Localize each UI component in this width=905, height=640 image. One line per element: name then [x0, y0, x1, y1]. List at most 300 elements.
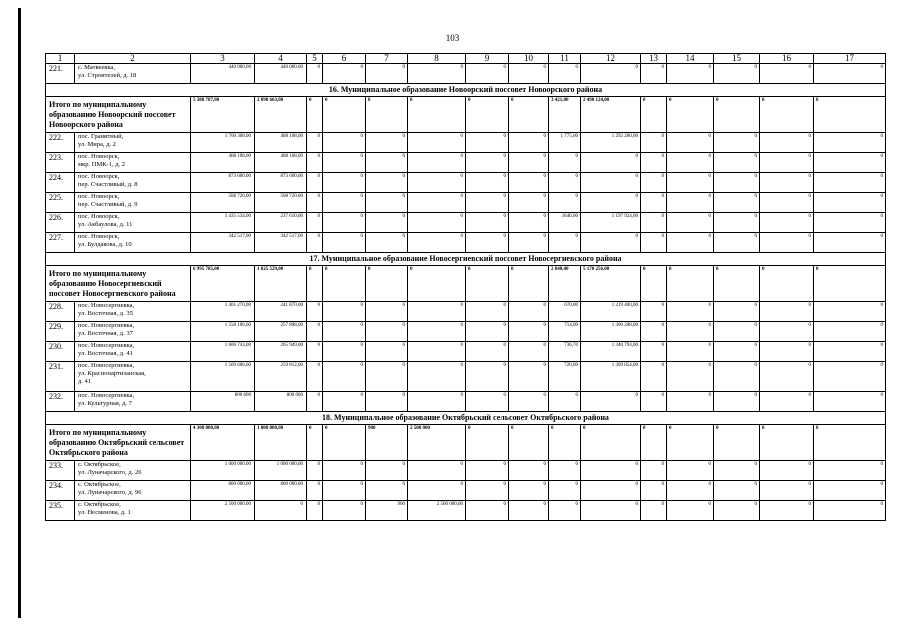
value-cell-col-10: 0 [509, 461, 549, 481]
address-line: пос. Новоорск, [78, 173, 120, 180]
value-cell-col-17: 0 [814, 233, 886, 253]
value-cell-col-17: 0 [814, 461, 886, 481]
value-cell-col-17: 0 [814, 193, 886, 213]
value-cell-col-7: 0 [366, 97, 408, 133]
address-cell [75, 461, 191, 481]
value-cell-col-11: 0 [549, 481, 581, 501]
value-cell-col-17: 0 [814, 173, 886, 193]
value-cell-col-14: 0 [667, 362, 714, 392]
value-cell-col-14: 0 [667, 193, 714, 213]
value-cell-col-16: 0 [760, 266, 814, 302]
value-cell-col-7: 0 [366, 481, 408, 501]
value-cell-col-9: 0 [466, 322, 509, 342]
column-header-2: 2 [75, 54, 191, 64]
value-cell-col-11: 1 775,00 [549, 133, 581, 153]
value-cell-col-14: 0 [667, 233, 714, 253]
address-line: пос. Новосергиевка, [78, 362, 135, 369]
subtotal-label: Итого по муниципальному образованию Октябрьский сельсовет Октябрьского района [46, 425, 191, 461]
value-cell-col-6: 0 [323, 193, 366, 213]
value-cell-col-13: 0 [641, 461, 667, 481]
value-cell-col-6: 0 [323, 342, 366, 362]
register-table [45, 53, 886, 521]
value-cell-col-12: 1 197 924,00 [581, 213, 641, 233]
value-cell-col-6: 0 [323, 266, 366, 302]
row-number: 229. [46, 322, 75, 342]
value-cell-col-8: 0 [408, 481, 466, 501]
value-cell-col-5: 0 [307, 322, 323, 342]
value-cell-col-4: 800 000,00 [255, 481, 307, 501]
value-cell-col-17: 0 [814, 64, 886, 84]
value-cell-col-15: 0 [714, 193, 760, 213]
value-cell-col-4: 468 108,00 [255, 133, 307, 153]
value-cell-col-17: 0 [814, 133, 886, 153]
value-cell-col-4: 468 108,00 [255, 153, 307, 173]
value-cell-col-7: 0 [366, 173, 408, 193]
column-header-17: 17 [814, 54, 886, 64]
value-cell-col-5: 0 [307, 97, 323, 133]
value-cell-col-14: 0 [667, 481, 714, 501]
table-row [46, 461, 886, 481]
value-cell-col-11: 1646,00 [549, 213, 581, 233]
value-cell-col-10: 0 [509, 173, 549, 193]
subtotal-row [46, 266, 886, 302]
value-cell-col-12: 0 [581, 64, 641, 84]
address-cell [75, 213, 191, 233]
table-row [46, 133, 886, 153]
value-cell-col-9: 0 [466, 153, 509, 173]
value-cell-col-8: 2 500 000,00 [408, 501, 466, 521]
value-cell-col-10: 0 [509, 362, 549, 392]
address-cell [75, 342, 191, 362]
section-title: 17. Муниципальное образование Новосергиевский поссовет Новосергиевского района [46, 253, 886, 266]
value-cell-col-11: 736,70 [549, 342, 581, 362]
subtotal-label: Итого по муниципальному образованию Новоорский поссовет Новоорского района [46, 97, 191, 133]
value-cell-col-8: 0 [408, 302, 466, 322]
value-cell-col-7: 0 [366, 322, 408, 342]
value-cell-col-3: 1 558 106,00 [191, 322, 255, 342]
value-cell-col-4: 257 898,00 [255, 322, 307, 342]
value-cell-col-4: 2 898 663,00 [255, 97, 307, 133]
value-cell-col-6: 0 [323, 97, 366, 133]
value-cell-col-9: 0 [466, 342, 509, 362]
value-cell-col-13: 0 [641, 213, 667, 233]
column-header-11: 11 [549, 54, 581, 64]
value-cell-col-9: 0 [466, 64, 509, 84]
value-cell-col-15: 0 [714, 461, 760, 481]
address-line: ул. Восточная, д. 41 [78, 350, 133, 357]
value-cell-col-4: 440 000,00 [255, 64, 307, 84]
value-cell-col-16: 0 [760, 153, 814, 173]
value-cell-col-5: 0 [307, 153, 323, 173]
value-cell-col-9: 0 [466, 501, 509, 521]
row-number: 225. [46, 193, 75, 213]
value-cell-col-6: 0 [323, 392, 366, 412]
value-cell-col-13: 0 [641, 133, 667, 153]
row-number: 228. [46, 302, 75, 322]
value-cell-col-16: 0 [760, 302, 814, 322]
address-cell [75, 233, 191, 253]
value-cell-col-5: 0 [307, 481, 323, 501]
value-cell-col-12: 1 309 854,00 [581, 362, 641, 392]
value-cell-col-12: 1 219 400,00 [581, 302, 641, 322]
row-number: 230. [46, 342, 75, 362]
section-heading-row [46, 84, 886, 97]
value-cell-col-3: 1 760 308,00 [191, 133, 255, 153]
value-cell-col-10: 0 [509, 97, 549, 133]
value-cell-col-5: 0 [307, 342, 323, 362]
address-line: пос. Новосергиевка, [78, 392, 135, 399]
value-cell-col-16: 0 [760, 193, 814, 213]
page-number: 103 [445, 33, 460, 43]
value-cell-col-14: 0 [667, 97, 714, 133]
address-cell [75, 392, 191, 412]
value-cell-col-5: 0 [307, 133, 323, 153]
table-row [46, 362, 886, 392]
value-cell-col-12: 0 [581, 501, 641, 521]
column-header-5: 5 [307, 54, 323, 64]
value-cell-col-11: 0 [549, 501, 581, 521]
page-edge-bar [18, 8, 21, 618]
value-cell-col-8: 0 [408, 461, 466, 481]
value-cell-col-17: 0 [814, 97, 886, 133]
address-line: с. Октябрьское, [78, 481, 121, 488]
value-cell-col-3: 5 388 787,00 [191, 97, 255, 133]
value-cell-col-5: 0 [307, 213, 323, 233]
value-cell-col-6: 0 [323, 302, 366, 322]
address-line: ул. Мира, д. 2 [78, 141, 116, 148]
value-cell-col-5: 0 [307, 233, 323, 253]
value-cell-col-11: 670,00 [549, 302, 581, 322]
value-cell-col-3: 4 300 000,00 [191, 425, 255, 461]
value-cell-col-17: 0 [814, 342, 886, 362]
value-cell-col-13: 0 [641, 64, 667, 84]
value-cell-col-12: 0 [581, 481, 641, 501]
value-cell-col-13: 0 [641, 322, 667, 342]
value-cell-col-12: 0 [581, 193, 641, 213]
value-cell-col-6: 0 [323, 481, 366, 501]
value-cell-col-16: 0 [760, 362, 814, 392]
address-line: пос. Новосергиевка, [78, 342, 135, 349]
value-cell-col-10: 0 [509, 153, 549, 173]
value-cell-col-13: 0 [641, 392, 667, 412]
row-number: 226. [46, 213, 75, 233]
value-cell-col-16: 0 [760, 342, 814, 362]
value-cell-col-16: 0 [760, 233, 814, 253]
address-line: с. Октябрьское, [78, 461, 121, 468]
table-row [46, 302, 886, 322]
address-cell [75, 133, 191, 153]
value-cell-col-9: 0 [466, 173, 509, 193]
address-line: ул. Культурная, д. 7 [78, 400, 132, 407]
value-cell-col-17: 0 [814, 481, 886, 501]
column-header-12: 12 [581, 54, 641, 64]
value-cell-col-15: 0 [714, 342, 760, 362]
value-cell-col-8: 0 [408, 133, 466, 153]
value-cell-col-9: 0 [466, 425, 509, 461]
value-cell-col-15: 0 [714, 425, 760, 461]
value-cell-col-10: 0 [509, 501, 549, 521]
column-header-14: 14 [667, 54, 714, 64]
row-number: 234. [46, 481, 75, 501]
value-cell-col-12: 2 490 124,00 [581, 97, 641, 133]
value-cell-col-7: 0 [366, 233, 408, 253]
row-number: 224. [46, 173, 75, 193]
value-cell-col-17: 0 [814, 302, 886, 322]
value-cell-col-3: 1 461 270,00 [191, 302, 255, 322]
value-cell-col-10: 0 [509, 266, 549, 302]
value-cell-col-13: 0 [641, 97, 667, 133]
value-cell-col-8: 0 [408, 342, 466, 362]
value-cell-col-4: 237 610,00 [255, 213, 307, 233]
value-cell-col-5: 0 [307, 266, 323, 302]
value-cell-col-17: 0 [814, 322, 886, 342]
value-cell-col-11: 714,00 [549, 322, 581, 342]
value-cell-col-16: 0 [760, 461, 814, 481]
address-line: пер. Счастливый, д. 9 [78, 201, 138, 208]
value-cell-col-14: 0 [667, 213, 714, 233]
value-cell-col-13: 0 [641, 153, 667, 173]
section-title: 16. Муниципальное образование Новоорский поссовет Новоорского района [46, 84, 886, 97]
value-cell-col-5: 0 [307, 392, 323, 412]
value-cell-col-16: 0 [760, 97, 814, 133]
value-cell-col-9: 0 [466, 233, 509, 253]
value-cell-col-11: 0 [549, 461, 581, 481]
value-cell-col-16: 0 [760, 64, 814, 84]
value-cell-col-5: 0 [307, 302, 323, 322]
value-cell-col-10: 0 [509, 392, 549, 412]
column-header-9: 9 [466, 54, 509, 64]
value-cell-col-17: 0 [814, 362, 886, 392]
value-cell-col-3: 1 569 666,00 [191, 362, 255, 392]
value-cell-col-8: 0 [408, 153, 466, 173]
value-cell-col-3: 800 000,00 [191, 481, 255, 501]
value-cell-col-10: 0 [509, 193, 549, 213]
value-cell-col-15: 0 [714, 392, 760, 412]
value-cell-col-7: 0 [366, 193, 408, 213]
value-cell-col-10: 0 [509, 342, 549, 362]
table-row [46, 233, 886, 253]
table-row [46, 173, 886, 193]
value-cell-col-8: 0 [408, 193, 466, 213]
address-line: пос. Новоорск, [78, 153, 120, 160]
address-line: пос. Гранитный, [78, 133, 124, 140]
value-cell-col-12: 0 [581, 173, 641, 193]
value-cell-col-3: 508 720,00 [191, 193, 255, 213]
value-cell-col-16: 0 [760, 481, 814, 501]
value-cell-col-16: 0 [760, 173, 814, 193]
address-line: ул. Восточная, д. 35 [78, 310, 133, 317]
section-heading-row [46, 253, 886, 266]
value-cell-col-14: 0 [667, 302, 714, 322]
address-line: ул. Строителей, д. 18 [78, 72, 137, 79]
address-line: ул. Восточная, д. 37 [78, 330, 133, 337]
value-cell-col-7: 0 [366, 213, 408, 233]
value-cell-col-15: 0 [714, 501, 760, 521]
subtotal-row [46, 97, 886, 133]
value-cell-col-11: 2 840,40 [549, 266, 581, 302]
value-cell-col-6: 0 [323, 362, 366, 392]
subtotal-label: Итого по муниципальному образованию Новосергиевский поссовет Новосергиевского района [46, 266, 191, 302]
column-header-13: 13 [641, 54, 667, 64]
value-cell-col-7: 0 [366, 392, 408, 412]
value-cell-col-12: 0 [581, 392, 641, 412]
value-cell-col-4: 241 870,00 [255, 302, 307, 322]
value-cell-col-11: 0 [549, 173, 581, 193]
value-cell-col-5: 0 [307, 64, 323, 84]
address-line: ул. Несменова, д. 1 [78, 509, 131, 516]
column-header-7: 7 [366, 54, 408, 64]
value-cell-col-13: 0 [641, 501, 667, 521]
address-line: ул. Акбаулова, д. 11 [78, 221, 133, 228]
address-cell [75, 362, 191, 392]
value-cell-col-12: 0 [581, 153, 641, 173]
value-cell-col-6: 0 [323, 64, 366, 84]
address-line: с. Октябрьское, [78, 501, 121, 508]
column-header-16: 16 [760, 54, 814, 64]
value-cell-col-5: 0 [307, 501, 323, 521]
column-header-10: 10 [509, 54, 549, 64]
value-cell-col-13: 0 [641, 302, 667, 322]
value-cell-col-13: 0 [641, 342, 667, 362]
value-cell-col-8: 0 [408, 233, 466, 253]
value-cell-col-16: 0 [760, 392, 814, 412]
value-cell-col-16: 0 [760, 133, 814, 153]
value-cell-col-6: 0 [323, 173, 366, 193]
value-cell-col-9: 0 [466, 97, 509, 133]
table-row [46, 193, 886, 213]
value-cell-col-15: 0 [714, 97, 760, 133]
value-cell-col-11: 0 [549, 153, 581, 173]
value-cell-col-10: 0 [509, 481, 549, 501]
row-number: 227. [46, 233, 75, 253]
section-heading-row [46, 412, 886, 425]
value-cell-col-14: 0 [667, 342, 714, 362]
value-cell-col-3: 800 000 [191, 392, 255, 412]
column-header-1: 1 [46, 54, 75, 64]
value-cell-col-12: 1 292 200,00 [581, 133, 641, 153]
value-cell-col-4: 800 000 [255, 392, 307, 412]
value-cell-col-13: 0 [641, 193, 667, 213]
table-row [46, 64, 886, 84]
value-cell-col-11: 720,00 [549, 362, 581, 392]
address-cell [75, 193, 191, 213]
value-cell-col-12: 1 300 208,00 [581, 322, 641, 342]
row-number: 235. [46, 501, 75, 521]
address-line: пос. Новоорск, [78, 213, 120, 220]
column-header-15: 15 [714, 54, 760, 64]
value-cell-col-14: 0 [667, 461, 714, 481]
value-cell-col-9: 0 [466, 213, 509, 233]
table-row [46, 501, 886, 521]
section-title: 18. Муниципальное образование Октябрьский сельсовет Октябрьского района [46, 412, 886, 425]
value-cell-col-5: 0 [307, 193, 323, 213]
value-cell-col-9: 0 [466, 481, 509, 501]
value-cell-col-4: 508 720,00 [255, 193, 307, 213]
value-cell-col-6: 0 [323, 425, 366, 461]
value-cell-col-10: 0 [509, 302, 549, 322]
value-cell-col-10: 0 [509, 322, 549, 342]
value-cell-col-17: 0 [814, 501, 886, 521]
value-cell-col-14: 0 [667, 266, 714, 302]
value-cell-col-12: 0 [581, 233, 641, 253]
value-cell-col-15: 0 [714, 362, 760, 392]
value-cell-col-6: 0 [323, 153, 366, 173]
address-line: с. Матвеевка, [78, 64, 115, 71]
column-header-6: 6 [323, 54, 366, 64]
column-header-4: 4 [255, 54, 307, 64]
address-cell [75, 481, 191, 501]
value-cell-col-16: 0 [760, 322, 814, 342]
value-cell-col-14: 0 [667, 133, 714, 153]
value-cell-col-16: 0 [760, 501, 814, 521]
address-line: пос. Новоорск, [78, 233, 120, 240]
value-cell-col-3: 440 000,00 [191, 64, 255, 84]
value-cell-col-12: 0 [581, 425, 641, 461]
value-cell-col-13: 0 [641, 233, 667, 253]
value-cell-col-11: 0 [549, 233, 581, 253]
value-cell-col-4: 1 000 000,00 [255, 461, 307, 481]
value-cell-col-8: 0 [408, 266, 466, 302]
subtotal-row [46, 425, 886, 461]
value-cell-col-10: 0 [509, 64, 549, 84]
value-cell-col-6: 0 [323, 322, 366, 342]
value-cell-col-6: 0 [323, 213, 366, 233]
address-line: ул. Луначарского, д. 96 [78, 489, 142, 496]
address-line: пос. Новосергиевка, [78, 302, 135, 309]
row-number: 221. [46, 64, 75, 84]
value-cell-col-5: 0 [307, 362, 323, 392]
value-cell-col-5: 0 [307, 461, 323, 481]
value-cell-col-13: 0 [641, 266, 667, 302]
value-cell-col-7: 0 [366, 461, 408, 481]
value-cell-col-7: 0 [366, 266, 408, 302]
value-cell-col-15: 0 [714, 133, 760, 153]
address-line: ул. Луначарского, д. 26 [78, 469, 142, 476]
table-row [46, 322, 886, 342]
value-cell-col-3: 468 108,00 [191, 153, 255, 173]
value-cell-col-3: 1 000 000,00 [191, 461, 255, 481]
value-cell-col-14: 0 [667, 501, 714, 521]
value-cell-col-6: 0 [323, 461, 366, 481]
value-cell-col-14: 0 [667, 173, 714, 193]
value-cell-col-8: 0 [408, 392, 466, 412]
address-line: пос. Новосергиевка, [78, 322, 135, 329]
value-cell-col-7: 900 [366, 425, 408, 461]
value-cell-col-5: 0 [307, 425, 323, 461]
value-cell-col-17: 0 [814, 213, 886, 233]
value-cell-col-11: 0 [549, 193, 581, 213]
value-cell-col-10: 0 [509, 133, 549, 153]
row-number: 233. [46, 461, 75, 481]
value-cell-col-16: 0 [760, 425, 814, 461]
value-cell-col-9: 0 [466, 461, 509, 481]
value-cell-col-10: 0 [509, 425, 549, 461]
value-cell-col-7: 0 [366, 342, 408, 362]
value-cell-col-11: 3 421,00 [549, 97, 581, 133]
value-cell-col-15: 0 [714, 213, 760, 233]
value-cell-col-15: 0 [714, 302, 760, 322]
value-cell-col-3: 2 500 000,00 [191, 501, 255, 521]
value-cell-col-10: 0 [509, 233, 549, 253]
value-cell-col-8: 0 [408, 173, 466, 193]
value-cell-col-7: 0 [366, 64, 408, 84]
value-cell-col-13: 0 [641, 481, 667, 501]
address-line: пер. Счастливый, д. 8 [78, 181, 138, 188]
value-cell-col-4: 1 800 000,00 [255, 425, 307, 461]
address-cell [75, 173, 191, 193]
value-cell-col-13: 0 [641, 425, 667, 461]
value-cell-col-12: 5 170 256,00 [581, 266, 641, 302]
